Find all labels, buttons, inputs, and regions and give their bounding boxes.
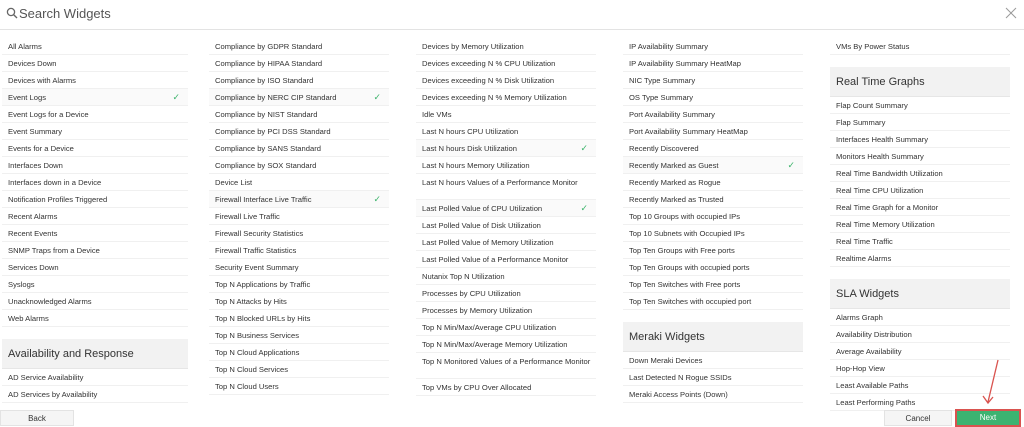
widget-item-label: IP Availability Summary HeatMap	[629, 59, 741, 68]
widget-item[interactable]	[2, 259, 188, 276]
widget-item-label: Recently Marked as Trusted	[629, 195, 724, 204]
widget-item[interactable]	[623, 191, 803, 208]
widget-item[interactable]	[209, 208, 389, 225]
widget-item-label: Real Time Bandwidth Utilization	[836, 169, 943, 178]
widget-item[interactable]	[2, 386, 188, 403]
widget-item[interactable]	[623, 352, 803, 369]
widget-item[interactable]	[623, 174, 803, 191]
widget-item[interactable]	[830, 148, 1010, 165]
widget-item[interactable]	[416, 72, 596, 89]
widget-item-label: Notification Profiles Triggered	[8, 195, 108, 204]
widget-item-label: Top Ten Switches with Free ports	[629, 280, 741, 289]
widget-item-label: Last Polled Value of Memory Utilization	[422, 238, 554, 247]
widget-item[interactable]	[2, 242, 188, 259]
widget-item-label: All Alarms	[8, 42, 42, 51]
widget-item-label: Top Ten Groups with Free ports	[629, 246, 735, 255]
widget-item[interactable]	[623, 38, 803, 55]
widget-item-label: Least Available Paths	[836, 381, 909, 390]
widget-item-label: AD Services by Availability	[8, 390, 98, 399]
widget-item[interactable]	[623, 276, 803, 293]
widget-item[interactable]	[830, 360, 1010, 377]
widget-item[interactable]	[209, 344, 389, 361]
widget-item[interactable]	[416, 285, 596, 302]
widget-item[interactable]	[830, 233, 1010, 250]
widget-item[interactable]	[830, 131, 1010, 148]
widget-item-label: Least Performing Paths	[836, 398, 916, 407]
back-button[interactable]: Back	[0, 410, 74, 426]
widget-item-label: Top N Blocked URLs by Hits	[215, 314, 311, 323]
widget-item[interactable]	[2, 369, 188, 386]
widget-item-label: Web Alarms	[8, 314, 49, 323]
widget-item[interactable]	[623, 55, 803, 72]
widget-item-label: Compliance by SOX Standard	[215, 161, 317, 170]
widget-item[interactable]	[2, 208, 188, 225]
widget-item-label: Flap Summary	[836, 118, 886, 127]
widget-column-4	[623, 38, 803, 403]
widget-item-label: Devices exceeding N % Memory Utilization	[422, 93, 567, 102]
widget-item[interactable]	[416, 123, 596, 140]
widget-item[interactable]	[830, 250, 1010, 267]
widget-item-label: Syslogs	[8, 280, 35, 289]
footer	[0, 406, 1024, 426]
widget-item[interactable]	[623, 369, 803, 386]
widget-item[interactable]	[2, 72, 188, 89]
widget-item[interactable]	[416, 217, 596, 234]
widget-item[interactable]	[416, 234, 596, 251]
widget-item-label: Recently Marked as Rogue	[629, 178, 721, 187]
checkmark-icon: ✓	[787, 160, 795, 170]
widget-item-label: Real Time Traffic	[836, 237, 893, 246]
widget-item-label: Recent Alarms	[8, 212, 58, 221]
widget-item[interactable]	[209, 55, 389, 72]
widget-item-label: Devices with Alarms	[8, 76, 76, 85]
widget-item[interactable]	[209, 293, 389, 310]
widget-column-3	[416, 38, 596, 396]
widget-item[interactable]	[2, 140, 188, 157]
widget-item[interactable]	[830, 114, 1010, 131]
widget-item-label: Firewall Live Traffic	[215, 212, 280, 221]
widget-item[interactable]	[416, 336, 596, 353]
widget-item-label: Devices by Memory Utilization	[422, 42, 524, 51]
widget-item-label: Top Ten Groups with occupied ports	[629, 263, 750, 272]
widget-item[interactable]	[2, 157, 188, 174]
close-icon[interactable]	[1004, 6, 1018, 20]
widget-item[interactable]	[830, 97, 1010, 114]
widget-item[interactable]	[623, 106, 803, 123]
widget-item[interactable]	[623, 259, 803, 276]
widget-item[interactable]	[623, 208, 803, 225]
widget-item[interactable]	[830, 326, 1010, 343]
widget-item-label: Recently Marked as Guest	[629, 161, 719, 170]
widget-item-label: Port Availability Summary	[629, 110, 715, 119]
widget-item[interactable]	[623, 72, 803, 89]
widget-item-label: Flap Count Summary	[836, 101, 908, 110]
search-input[interactable]: Search Widgets	[19, 6, 111, 21]
widget-item[interactable]	[209, 242, 389, 259]
widget-item-label: Real Time Memory Utilization	[836, 220, 935, 229]
section-header: Meraki Widgets	[623, 322, 803, 352]
search-icon	[6, 7, 18, 19]
widget-item-label: Down Meraki Devices	[629, 356, 703, 365]
widget-item[interactable]	[623, 157, 803, 174]
widget-item[interactable]	[416, 55, 596, 72]
widget-item[interactable]	[209, 378, 389, 395]
widget-item[interactable]	[416, 89, 596, 106]
widget-item-label: Nutanix Top N Utilization	[422, 272, 505, 281]
widget-item[interactable]	[623, 293, 803, 310]
widget-item-label: Event Summary	[8, 127, 63, 136]
widget-item-label: Real Time CPU Utilization	[836, 186, 924, 195]
widget-item[interactable]	[209, 191, 389, 208]
widget-item-label: Top N Min/Max/Average Memory Utilization	[422, 340, 568, 349]
widget-item[interactable]	[416, 174, 596, 200]
widget-item[interactable]	[209, 38, 389, 55]
next-button[interactable]: Next	[955, 409, 1021, 427]
widget-item-label: Real Time Graph for a Monitor	[836, 203, 939, 212]
widget-item-label: Devices exceeding N % Disk Utilization	[422, 76, 555, 85]
widget-item-label: SNMP Traps from a Device	[8, 246, 100, 255]
widget-item-label: Last N hours Memory Utilization	[422, 161, 530, 170]
widget-item-label: Compliance by NIST Standard	[215, 110, 318, 119]
widget-item[interactable]	[2, 89, 188, 106]
cancel-button[interactable]: Cancel	[884, 410, 952, 426]
widget-item-label: Top 10 Subnets with Occupied IPs	[629, 229, 745, 238]
widget-item[interactable]	[416, 319, 596, 336]
widget-item[interactable]	[2, 293, 188, 310]
widget-item[interactable]	[416, 379, 596, 396]
widget-item-label: Compliance by PCI DSS Standard	[215, 127, 331, 136]
widget-item-label: Last N hours CPU Utilization	[422, 127, 519, 136]
widget-item[interactable]	[830, 165, 1010, 182]
widget-item-label: Recently Discovered	[629, 144, 699, 153]
widget-item[interactable]	[830, 343, 1010, 360]
widget-item[interactable]	[209, 259, 389, 276]
widget-item[interactable]	[209, 89, 389, 106]
widget-item[interactable]	[830, 38, 1010, 55]
widget-item[interactable]	[209, 157, 389, 174]
widget-item-label: Idle VMs	[422, 110, 452, 119]
widget-item[interactable]	[2, 225, 188, 242]
widget-item-label: Port Availability Summary HeatMap	[629, 127, 748, 136]
widget-item[interactable]	[830, 377, 1010, 394]
widget-item[interactable]	[623, 123, 803, 140]
widget-item-label: Monitors Health Summary	[836, 152, 924, 161]
widget-item-label: Meraki Access Points (Down)	[629, 390, 728, 399]
widget-item-label: Availability Distribution	[836, 330, 912, 339]
widget-item-label: Last N hours Disk Utilization	[422, 144, 517, 153]
checkmark-icon: ✓	[172, 92, 180, 102]
widget-item-label: Top 10 Groups with occupied IPs	[629, 212, 741, 221]
widget-item-label: Top N Min/Max/Average CPU Utilization	[422, 323, 557, 332]
widget-item-label: Realtime Alarms	[836, 254, 892, 263]
widget-item[interactable]	[2, 106, 188, 123]
widget-item-label: IP Availability Summary	[629, 42, 709, 51]
widget-item-label: Recent Events	[8, 229, 58, 238]
widget-item[interactable]	[416, 106, 596, 123]
widget-item[interactable]	[2, 123, 188, 140]
widget-item[interactable]	[209, 123, 389, 140]
widget-item[interactable]	[623, 89, 803, 106]
widget-item-label: NIC Type Summary	[629, 76, 696, 85]
widget-item-label: Processes by CPU Utilization	[422, 289, 521, 298]
widget-item[interactable]	[209, 225, 389, 242]
widget-item-label: Top N Cloud Users	[215, 382, 279, 391]
widget-item-label: Services Down	[8, 263, 59, 272]
section-header: SLA Widgets	[830, 279, 1010, 309]
widget-column-1	[2, 38, 188, 403]
checkmark-icon: ✓	[580, 143, 588, 153]
widget-list	[0, 38, 1024, 407]
widget-item[interactable]	[416, 302, 596, 319]
widget-item[interactable]	[830, 199, 1010, 216]
widget-item[interactable]	[416, 38, 596, 55]
widget-item-label: Top VMs by CPU Over Allocated	[422, 383, 532, 392]
widget-item[interactable]	[623, 140, 803, 157]
search-bar[interactable]	[0, 0, 1024, 30]
widget-item-label: Average Availability	[836, 347, 902, 356]
widget-item-label: AD Service Availability	[8, 373, 84, 382]
widget-item-label: OS Type Summary	[629, 93, 694, 102]
widget-item[interactable]	[209, 106, 389, 123]
widget-item[interactable]	[209, 361, 389, 378]
widget-item[interactable]	[2, 55, 188, 72]
widget-item[interactable]	[2, 38, 188, 55]
widget-item-label: Top N Cloud Services	[215, 365, 289, 374]
widget-item[interactable]	[209, 327, 389, 344]
widget-item-label: Last Polled Value of a Performance Monitor	[422, 255, 569, 264]
widget-item-label: Compliance by GDPR Standard	[215, 42, 323, 51]
widget-item[interactable]	[209, 140, 389, 157]
widget-item[interactable]	[2, 276, 188, 293]
widget-item[interactable]	[830, 182, 1010, 199]
widget-item-label: Events for a Device	[8, 144, 74, 153]
widget-item-label: Top Ten Switches with occupied port	[629, 297, 752, 306]
widget-item-label: Top N Cloud Applications	[215, 348, 300, 357]
widget-item[interactable]	[209, 310, 389, 327]
widget-item-label: Top N Business Services	[215, 331, 299, 340]
widget-item[interactable]	[209, 72, 389, 89]
widget-item[interactable]	[416, 157, 596, 174]
widget-item-label: Compliance by SANS Standard	[215, 144, 321, 153]
widget-item[interactable]	[416, 140, 596, 157]
widget-item-label: Compliance by HIPAA Standard	[215, 59, 323, 68]
widget-item[interactable]	[623, 242, 803, 259]
widget-item[interactable]	[416, 353, 596, 379]
widget-item-label: Last Polled Value of CPU Utilization	[422, 204, 543, 213]
widget-item[interactable]	[209, 276, 389, 293]
widget-item[interactable]	[2, 191, 188, 208]
widget-item-label: Top N Applications by Traffic	[215, 280, 311, 289]
widget-item[interactable]	[830, 309, 1010, 326]
widget-item-label: Last N hours Values of a Performance Monitor	[422, 178, 578, 187]
widget-item-label: Interfaces down in a Device	[8, 178, 102, 187]
widget-item-label: Top N Monitored Values of a Performance Monitor	[422, 357, 591, 366]
widget-item-label: VMs By Power Status	[836, 42, 910, 51]
checkmark-icon: ✓	[373, 194, 381, 204]
widget-item[interactable]	[2, 174, 188, 191]
widget-item[interactable]	[416, 200, 596, 217]
widget-item[interactable]	[2, 310, 188, 327]
widget-item-label: Top N Attacks by Hits	[215, 297, 287, 306]
widget-item[interactable]	[416, 268, 596, 285]
widget-column-5	[830, 38, 1010, 411]
checkmark-icon: ✓	[373, 92, 381, 102]
widget-item-label: Processes by Memory Utilization	[422, 306, 533, 315]
widget-item-label: Event Logs	[8, 93, 46, 102]
widget-item[interactable]	[623, 386, 803, 403]
widget-item[interactable]	[830, 216, 1010, 233]
widget-item-label: Last Detected N Rogue SSIDs	[629, 373, 732, 382]
section-header: Real Time Graphs	[830, 67, 1010, 97]
widget-column-2	[209, 38, 389, 395]
widget-item-label: Security Event Summary	[215, 263, 299, 272]
widget-item-label: Device List	[215, 178, 253, 187]
widget-item[interactable]	[209, 174, 389, 191]
widget-item-label: Hop-Hop View	[836, 364, 885, 373]
widget-item-label: Unacknowledged Alarms	[8, 297, 92, 306]
checkmark-icon: ✓	[580, 203, 588, 213]
widget-item-label: Interfaces Health Summary	[836, 135, 929, 144]
widget-item-label: Compliance by ISO Standard	[215, 76, 314, 85]
widget-item-label: Devices exceeding N % CPU Utilization	[422, 59, 556, 68]
widget-item-label: Compliance by NERC CIP Standard	[215, 93, 337, 102]
widget-item-label: Firewall Interface Live Traffic	[215, 195, 312, 204]
widget-item-label: Last Polled Value of Disk Utilization	[422, 221, 541, 230]
widget-item-label: Event Logs for a Device	[8, 110, 89, 119]
widget-item-label: Interfaces Down	[8, 161, 63, 170]
widget-item-label: Firewall Traffic Statistics	[215, 246, 297, 255]
widget-item-label: Devices Down	[8, 59, 57, 68]
widget-item-label: Alarms Graph	[836, 313, 883, 322]
widget-item-label: Firewall Security Statistics	[215, 229, 304, 238]
section-header: Availability and Response	[2, 339, 188, 369]
widget-item[interactable]	[416, 251, 596, 268]
widget-item[interactable]	[623, 225, 803, 242]
